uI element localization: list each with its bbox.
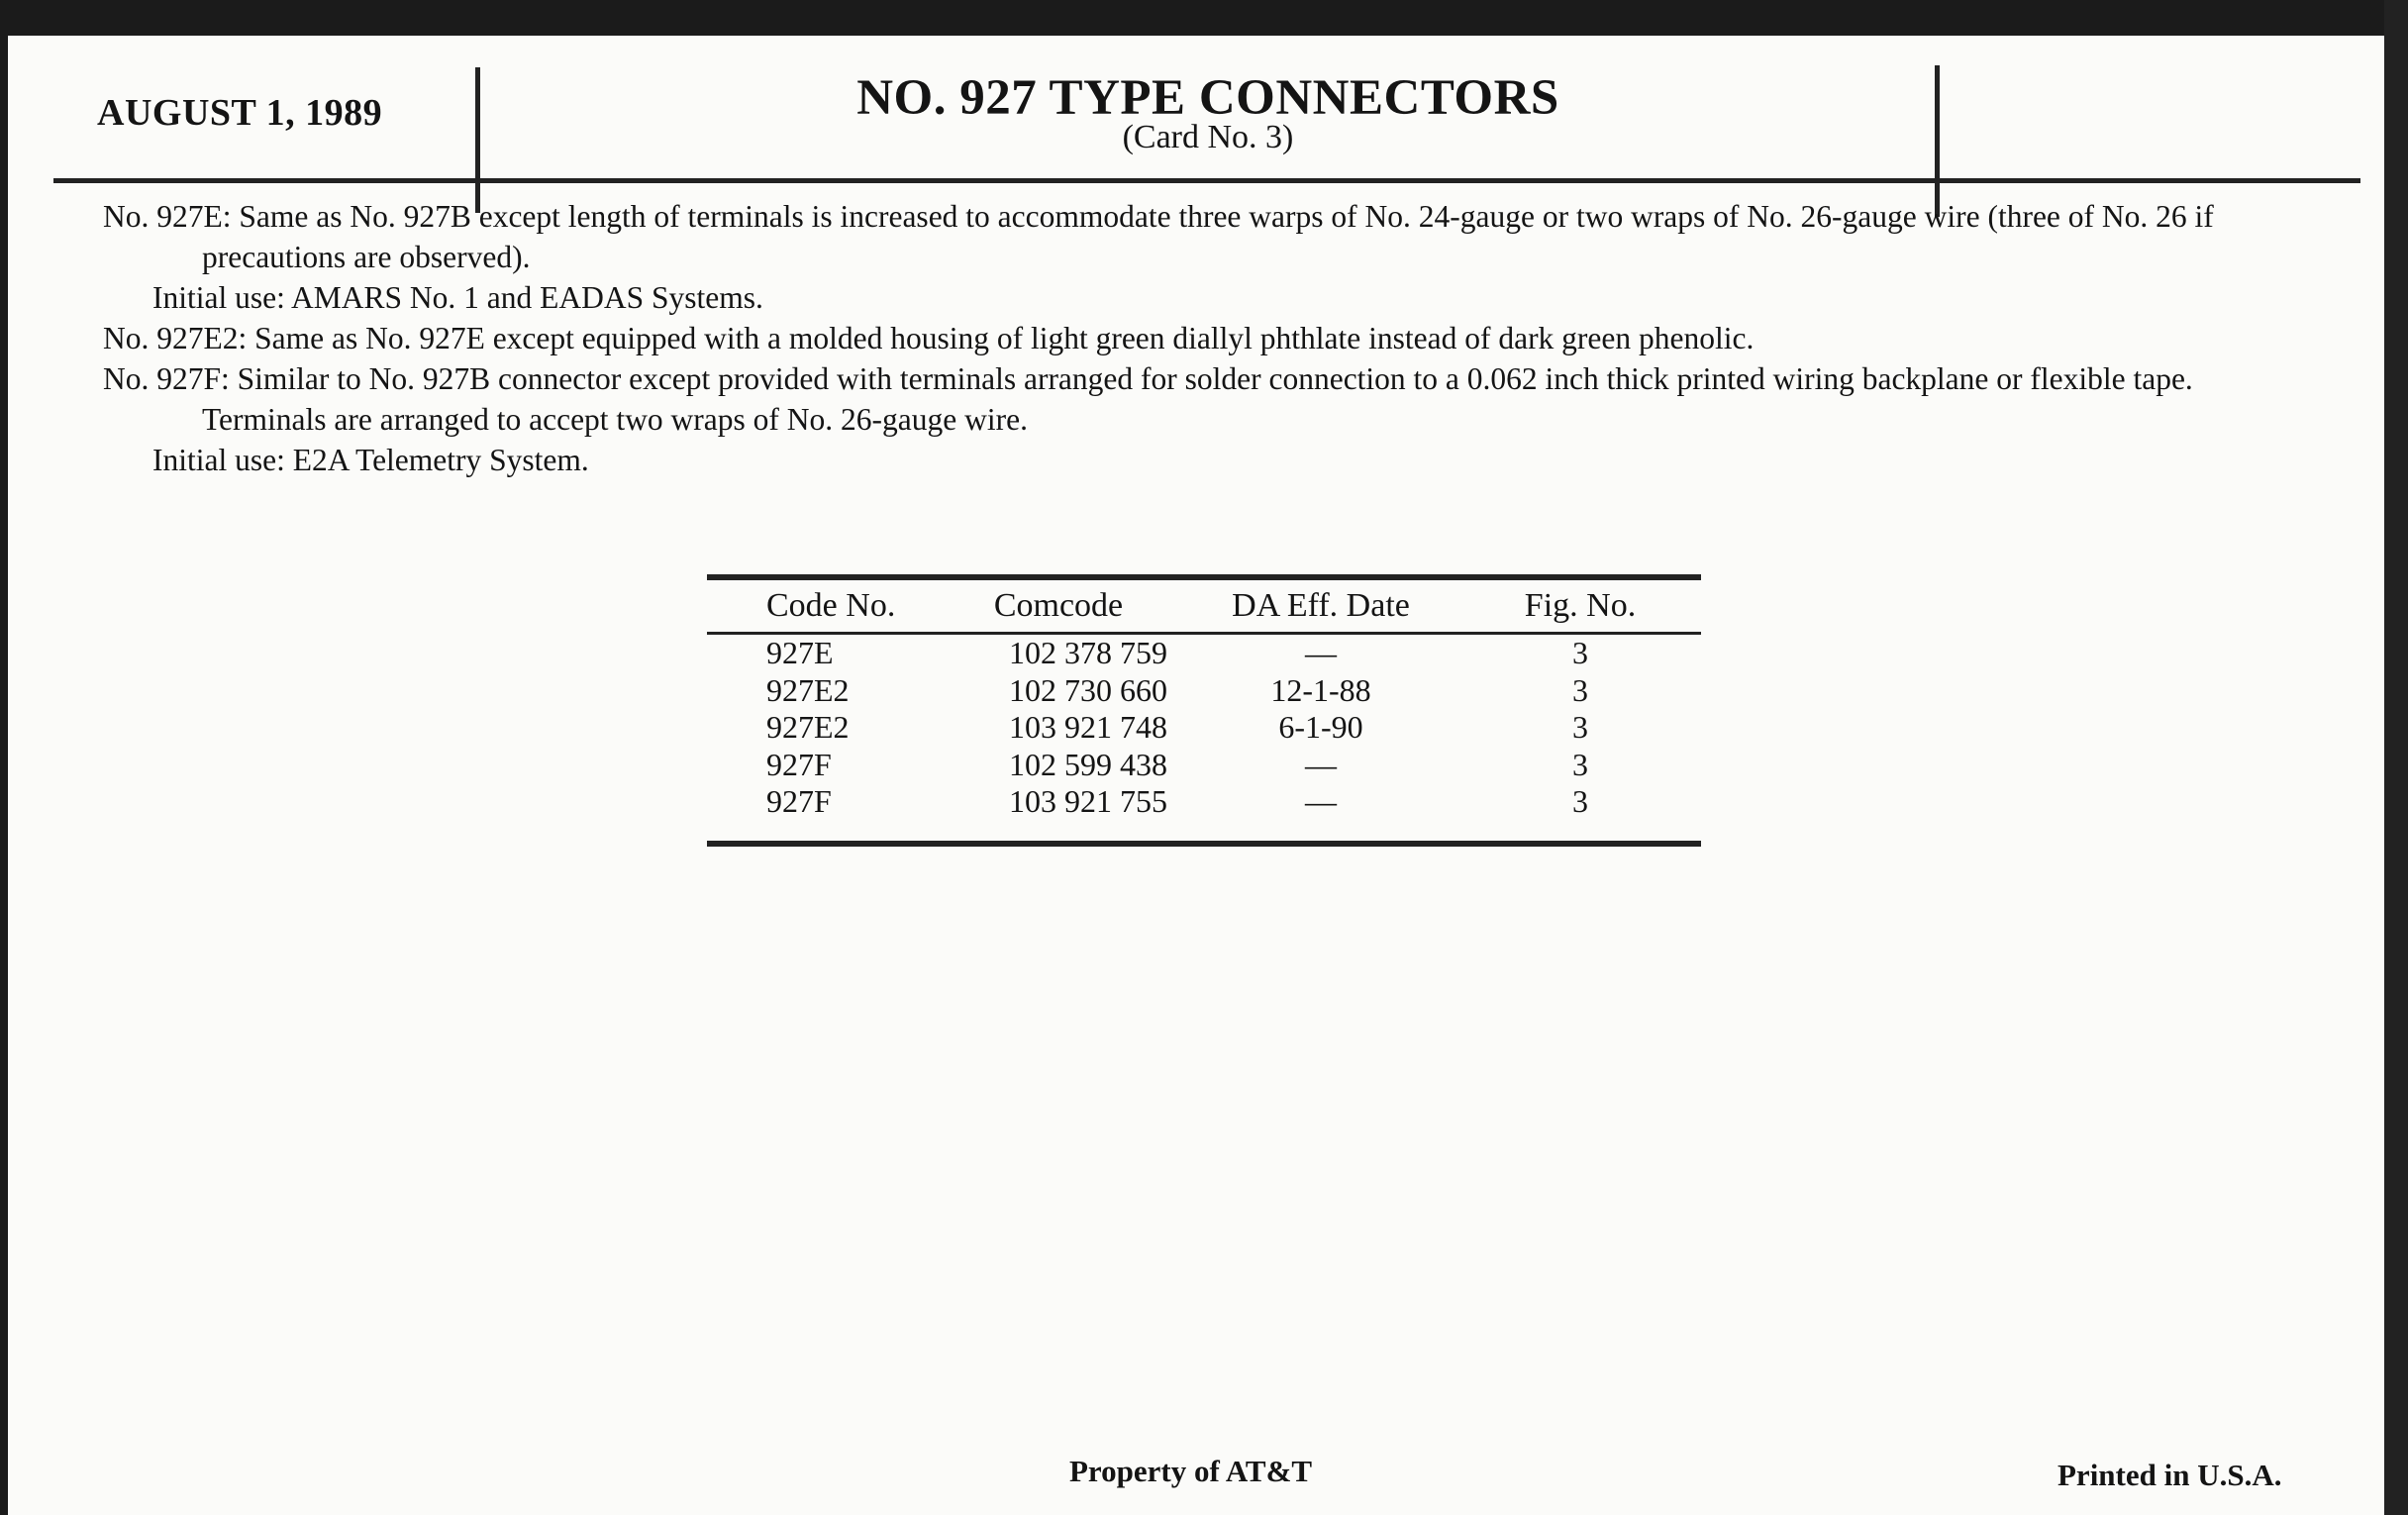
cell-fig-no: 3: [1572, 671, 1588, 708]
card-date: AUGUST 1, 1989: [97, 92, 383, 134]
cell-comcode: [935, 709, 1182, 746]
table-row: [707, 747, 1701, 784]
code-table: [707, 574, 1701, 847]
header-fig-no: Fig. No.: [1524, 587, 1637, 624]
table-row: [707, 709, 1701, 747]
cell-fig-no: 3: [1572, 783, 1588, 820]
cell-code-no: 927E2: [766, 671, 850, 708]
footer-property: Property of AT&T: [1069, 1454, 1313, 1488]
cell-comcode-value: 103 921 755: [1009, 783, 1167, 820]
cell-da-eff-date: 6-1-90: [1278, 709, 1363, 746]
cell-code-no: 927F: [766, 746, 832, 782]
cell-comcode-value: 102 378 759: [1009, 635, 1167, 671]
cell-da-eff-date: —: [1305, 746, 1337, 782]
description-927e2: No. 927E2: Same as No. 927E except equipped with a molded housing of light green diallyl phthlate instead of dark green phenolic.: [103, 321, 1755, 355]
header-comcode: Comcode: [993, 587, 1124, 624]
page-subtitle: (Card No. 3): [1122, 119, 1294, 155]
cell-da-eff-date: —: [1305, 783, 1337, 820]
cell-code-no: 927F: [766, 783, 832, 820]
description-927f: No. 927F: Similar to No. 927B connector except provided with terminals arranged for solder connection to a 0.062 inch thick printed wiring backplane or flexible tape. Terminals are arranged to accept two wraps of No. 26-gauge wire.: [103, 361, 2193, 437]
cell-fig-no: 3: [1572, 709, 1588, 746]
cell-comcode: [935, 783, 1182, 820]
cell-comcode: [935, 635, 1182, 671]
description-927e: No. 927E: Same as No. 927B except length of terminals is increased to accommodate three warps of No. 24-gauge or two wraps of No. 26-gauge wire (three of No. 26 if precautions are observed).: [103, 199, 2214, 274]
header-rule: [53, 178, 2360, 183]
cell-fig-no: 3: [1572, 746, 1588, 782]
scan-edge: [2384, 0, 2408, 1515]
footer-printed: Printed in U.S.A.: [2057, 1458, 2282, 1492]
cell-comcode-value: 103 921 748: [1009, 709, 1167, 746]
cell-comcode: [935, 747, 1182, 783]
table-row: [707, 672, 1701, 710]
header-code-no: Code No.: [766, 587, 896, 624]
initial-use-927e: Initial use: AMARS No. 1 and EADAS Systems.: [152, 280, 763, 315]
initial-use-927f: Initial use: E2A Telemetry System.: [152, 443, 589, 477]
header-da-eff-date: DA Eff. Date: [1232, 587, 1410, 624]
table-header-row: [707, 580, 1701, 632]
cell-code-no: 927E2: [766, 709, 850, 746]
table-rule-bottom: [707, 841, 1701, 847]
description-section: [103, 196, 2321, 480]
cell-fig-no: 3: [1572, 635, 1588, 671]
cell-code-no: 927E: [766, 635, 834, 671]
cell-comcode-value: 102 599 438: [1009, 746, 1167, 782]
header-divider-left: [475, 67, 480, 213]
cell-comcode: [935, 672, 1182, 709]
header-divider-right: [1935, 65, 1940, 217]
cell-da-eff-date: 12-1-88: [1270, 671, 1371, 708]
page-title: NO. 927 TYPE CONNECTORS: [856, 70, 1559, 126]
cell-comcode-value: 102 730 660: [1009, 671, 1167, 708]
table-row: [707, 635, 1701, 672]
cell-da-eff-date: —: [1305, 635, 1337, 671]
table-row: [707, 783, 1701, 821]
